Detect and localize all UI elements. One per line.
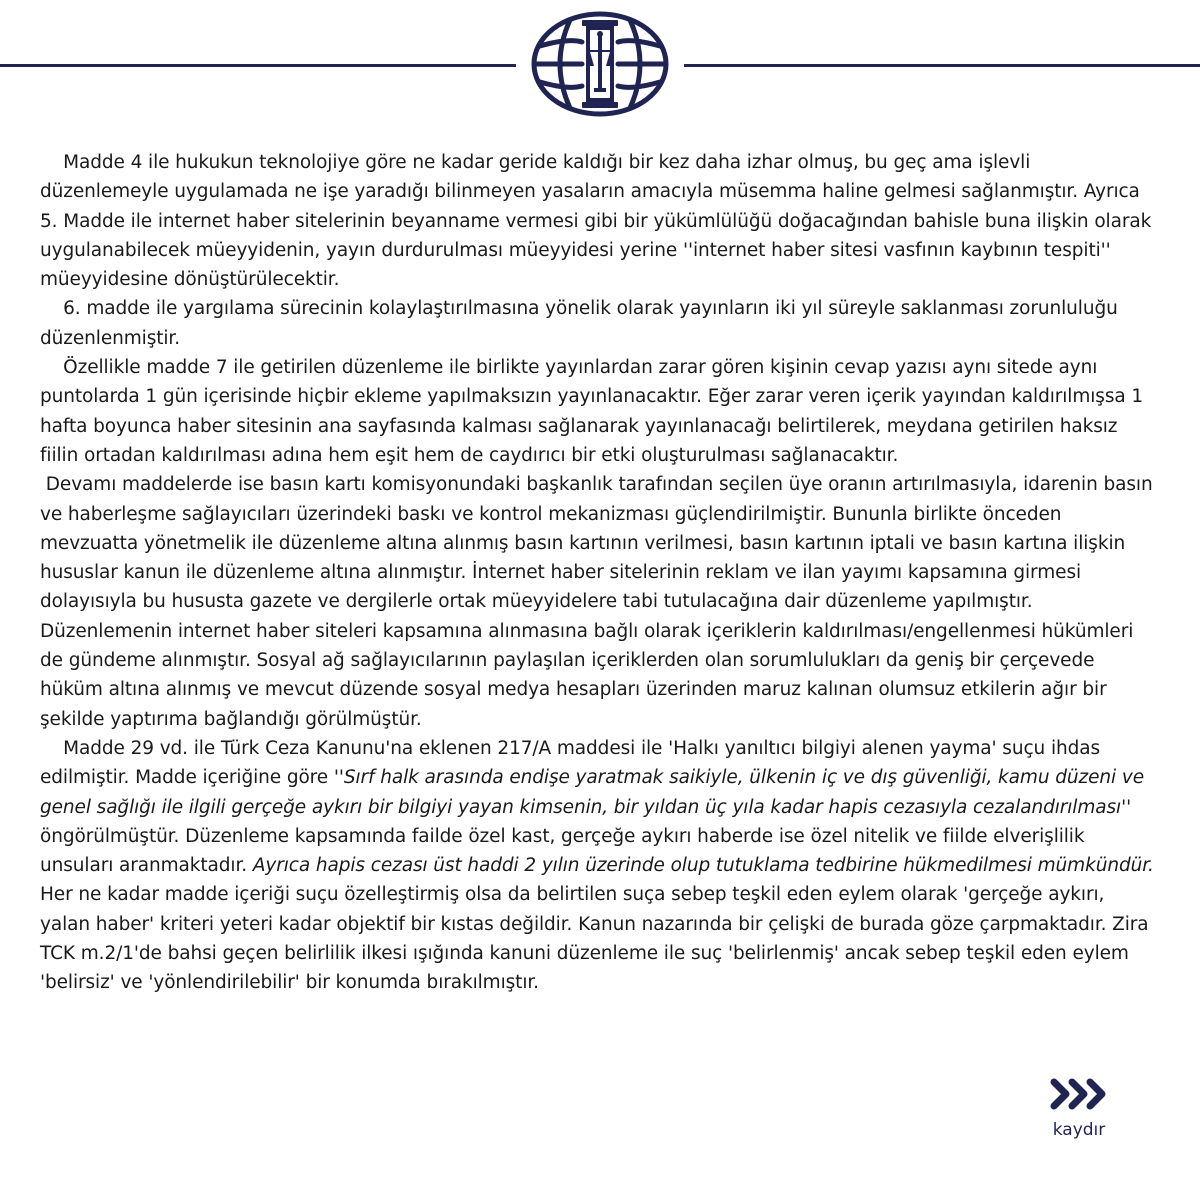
paragraph-madde-6: 6. madde ile yargılama sürecinin kolaylaştırılmasına yönelik olarak yayınların iki yıl süreyle saklanması zorunluluğu düzenlenmiştir. — [40, 298, 1124, 349]
paragraph-madde-29 — [40, 734, 1160, 998]
header-rule-right — [684, 64, 1200, 67]
italic-detention-note: Ayrıca hapis cezası üst haddi 2 yılın üzerinde olup tutuklama tedbirine hükmedilmesi mümkündür. — [252, 855, 1154, 877]
paragraph-madde-7: Özellikle madde 7 ile getirilen düzenleme ile birlikte yayınlardan zarar gören kişinin cevap yazısı aynı sitede aynı puntolarda 1 gün içerisinde hiçbir ekleme yapılmaksızın yayınlanacaktır. Eğer zarar veren içerik yayından kaldırılmışsa 1 hafta boyunca haber sitesinin ana sayfasında kalması sağlanarak yayınlanacağı belirtilerek, meydana getirilen haksız fiilin ortadan kaldırılması adına hem eşit hem de caydırıcı bir etki oluşturulması sağlanacaktır. — [40, 357, 1149, 466]
paragraph-madde-29-end: Her ne kadar madde içeriği suçu özelleştirmiş olsa da belirtilen suça sebep teşkil eden eylem olarak 'gerçeğe aykırı, yalan haber' kriteri yeteri kadar objektif bir kıstas değildir. Kanun nazarında bir çelişki de burada göze çarpmaktadır. Zira TCK m.2/1'de bahsi geçen belirlilik ilkesi ışığında kanuni düzenleme ile suç 'belirlenmiş' ancak sebep teşkil eden eylem 'belirsiz' ve 'yönlendirilebilir' bir konumda bırakılmıştır. — [40, 855, 1160, 994]
header-rule-left — [0, 64, 516, 67]
paragraph-devami-maddeler: Devamı maddelerde ise basın kartı komisyonundaki başkanlık tarafından seçilen üye oranın artırılmasıyla, idarenin basın ve haberleşme sağlayıcıları üzerindeki baskı ve kontrol mekanizması güçlendirilmiştir. Bununla birlikte önceden mevzuatta yönetmelik ile düzenleme altına alınmış basın kartının verilmesi, basın kartının iptali ve basın kartına ilişkin hususlar kanun ile düzenleme altına alınmıştır. İnternet haber sitelerinin reklam ve ilan yayımı kapsamına girmesi dolayısıyla bu hususta gazete ve dergilerle ortak müeyyidelere tabi tutulacağına dair düzenleme yapılmıştır. Düzenlemenin internet haber siteleri kapsamına alınmasına bağlı olarak içeriklerin kaldırılması/engellenmesi hükümleri de gündeme alınmıştır. Sosyal ağ sağlayıcılarının paylaşılan içeriklerden olan sorumlulukları da geniş bir çerçevede hüküm altına alınmış ve mevcut düzende sosyal medya hesapları üzerinden maruz kalınan olumsuz etkilerin ağır bir şekilde yaptırıma bağlandığı görülmüştür. — [40, 474, 1159, 730]
paragraph-madde-29-intro: Madde 29 vd. ile Türk Ceza Kanunu'na eklenen 217/A maddesi ile 'Halkı yanıltıcı bilgiyi alenen yayma' suçu ihdas edilmiştir. Madde içeriğine göre — [40, 737, 1106, 789]
article-body — [40, 148, 1160, 998]
swipe-label: kaydır — [1052, 1120, 1106, 1140]
globe-justice-emblem-icon — [520, 6, 680, 122]
triple-chevron-right-icon — [1048, 1076, 1110, 1112]
quoted-article-text: ''Sırf halk arasında endişe yaratmak saikiyle, ülkenin iç ve dış güvenliği, kamu düzeni ve genel sağlığı ile ilgili gerçeğe aykırı bir bilgiyi yayan kimsenin, bir yıldan üç yıla kadar hapis cezasıyla cezalandırılması'' — [40, 767, 1150, 818]
swipe-indicator[interactable] — [1048, 1076, 1112, 1146]
paragraph-madde-4-5: Madde 4 ile hukukun teknolojiye göre ne kadar geride kaldığı bir kez daha izhar olmuş, bu geç ama işlevli düzenlemeyle uygulamada ne işe yaradığı bilinmeyen yasaların amacıyla müsemma haline gelmesi sağlanmıştır. Ayrıca 5. Madde ile internet haber sitelerinin beyanname vermesi gibi bir yükümlülüğü doğacağından bahisle buna ilişkin olarak uygulanabilecek müeyyidenin, yayın durdurulması müeyyidesi yerine ''internet haber sitesi vasfının kaybının tespiti'' müeyyidesine dönüştürülecektir. — [40, 152, 1157, 291]
paragraph-madde-29-middle: öngörülmüştür. Düzenleme kapsamında failde özel kast, gerçeğe aykırı haberde ise özel nitelik ve fiilde elverişlilik unsuları aranmaktadır. — [40, 796, 1137, 877]
